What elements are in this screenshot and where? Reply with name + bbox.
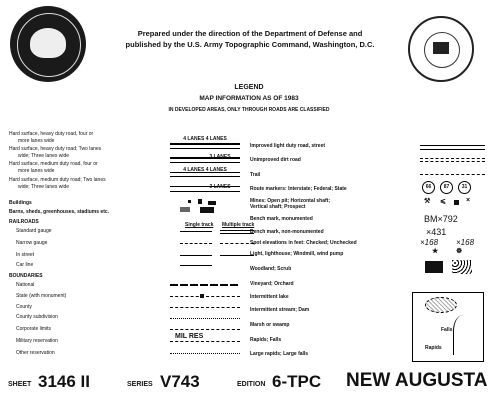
spot-elevation-checked: ×168 [420, 238, 439, 247]
building-symbol-2 [198, 199, 202, 204]
road-row-1-label2: more lanes wide [18, 138, 55, 144]
boundary-county-subdivision-label: County subdivision [16, 314, 58, 320]
boundary-other-symbol [170, 353, 240, 354]
sheet-label: SHEET [8, 381, 32, 388]
boundary-national-symbol [170, 284, 240, 286]
boundary-county-label: County [16, 304, 32, 310]
boundary-other-label: Other reservation [16, 350, 55, 356]
legend-row-bench-mark-non-monumented: Bench mark, non-monumented [250, 229, 324, 235]
legend-row-vineyard-orchard: Vineyard; Orchard [250, 281, 294, 287]
spot-elevation-unchecked: ×168 [456, 238, 475, 247]
road-symbol-3b [170, 176, 240, 177]
edition-label: EDITION [237, 381, 266, 388]
rail-narrow-multi [220, 243, 254, 244]
woodland-symbol [425, 261, 443, 273]
legend-row-intermittent-stream: Intermittent stream; Dam [250, 307, 310, 313]
water-feature-diagram [412, 292, 484, 362]
rail-narrow-single [180, 243, 212, 244]
road-row-4-label1: Hard surface, medium duty road; Two lanes [9, 177, 106, 183]
improved-road-symbol-b [420, 149, 485, 150]
boundary-county-symbol [170, 307, 240, 308]
dirt-road-symbol-b [420, 161, 485, 162]
state-marker-icon: 31 [458, 181, 471, 194]
legend-row-light-windmill: Light, lighthouse; Windmill, wind pump [250, 251, 344, 257]
publisher-line-2: published by the U.S. Army Topographic Command, Washington, D.C. [125, 40, 375, 49]
edition-value: 6-TPC [272, 372, 322, 391]
road-symbol-1b [170, 148, 240, 149]
buildings-label: Buildings [9, 200, 32, 206]
road-row-3-label2: more lanes wide [18, 168, 55, 174]
federal-marker-icon: 87 [440, 181, 453, 194]
legend-note: IN DEVELOPED AREAS, ONLY THROUGH ROADS ARE CLASSIFIED [168, 107, 330, 113]
map-name: NEW AUGUSTA [346, 370, 488, 391]
legend-row-woodland-scrub: Woodland; Scrub [250, 266, 292, 272]
road-sample-2: 3 LANES [209, 154, 231, 160]
interstate-marker-icon: 66 [422, 181, 435, 194]
legend-row-bench-mark-monumented: Bench mark, monumented [250, 216, 313, 222]
publisher-statement [100, 28, 400, 50]
rapids-label: Rapids [425, 345, 442, 351]
road-symbol-2b [170, 162, 240, 163]
legend-row-marsh: Marsh or swamp [250, 322, 290, 328]
rail-carline-label: Car line [16, 262, 34, 268]
castle-emblem [433, 42, 449, 54]
legend-row-mines-1: Mines: Open pit; Horizontal shaft; [250, 198, 330, 204]
horizontal-shaft-icon: ⩽ [440, 198, 446, 205]
bench-mark-monumented-value: BM×792 [424, 214, 458, 224]
boundary-state-label: State (with monument) [16, 293, 67, 299]
multiple-track-heading: Multiple track [222, 222, 255, 228]
rail-standard-multi-b [220, 233, 254, 234]
prospect-icon: × [466, 197, 471, 204]
legend-row-large-rapids: Large rapids; Large falls [250, 351, 309, 357]
rail-street-label: In street [16, 252, 35, 258]
road-row-2-label1: Hard surface, heavy duty road; Two lanes [9, 146, 102, 152]
boundary-military-symbol [170, 341, 240, 342]
rail-standard-label: Standard gauge [16, 228, 52, 234]
single-track-heading: Single track [185, 222, 214, 228]
army-topographic-command-seal [408, 16, 474, 82]
state-monument-symbol [200, 294, 204, 298]
road-row-4-label2: wide; Three lanes wide [18, 184, 70, 190]
legend-title: LEGEND [234, 84, 264, 91]
building-symbol-1 [188, 200, 191, 203]
stream-symbol [453, 315, 478, 355]
improved-road-symbol [420, 145, 485, 146]
series-value: V743 [160, 372, 200, 391]
boundary-corporate-label: Corporate limits [16, 326, 52, 332]
barns-label: Barns, sheds, greenhouses, stadiums etc. [9, 209, 110, 215]
bench-mark-non-monumented-value: ×431 [426, 227, 447, 237]
legend-row-mines-2: Vertical shaft; Prospect [250, 204, 306, 210]
eagle-emblem [30, 28, 66, 58]
lighthouse-icon: ★ [432, 248, 439, 255]
rail-street-single [180, 255, 212, 256]
rail-street-multi [220, 255, 254, 256]
boundary-county-subdivision-symbol [170, 318, 240, 319]
series-label: SERIES [127, 381, 153, 388]
scrub-symbol [452, 260, 472, 274]
building-symbol-3 [208, 201, 216, 205]
windmill-icon: ☸ [456, 248, 463, 255]
military-reservation-label: MIL RES [175, 333, 204, 340]
barn-symbol [180, 207, 190, 212]
boundary-national-label: National [16, 282, 35, 288]
rail-standard-single [180, 231, 212, 232]
falls-label: Falls [441, 327, 453, 333]
sheet-value: 3146 II [38, 372, 90, 391]
road-row-3-label1: Hard surface, medium duty road, four or [9, 161, 98, 167]
dirt-road-symbol [420, 158, 485, 159]
railroads-heading: RAILROADS [9, 219, 39, 225]
legend-row-unimproved-dirt-road: Unimproved dirt road [250, 157, 301, 163]
legend-row-route-markers: Route markers: Interstate; Federal; State [250, 186, 347, 192]
department-of-defense-seal [10, 6, 86, 82]
road-sample-3: 4 LANES 4 LANES [183, 167, 227, 173]
trail-symbol [420, 174, 485, 175]
intermittent-lake-symbol [425, 297, 457, 313]
rail-carline-single [180, 265, 212, 266]
stadium-symbol [200, 207, 214, 213]
boundaries-heading: BOUNDARIES [9, 273, 43, 279]
boundary-state-symbol [170, 296, 240, 297]
vertical-shaft-icon [454, 200, 459, 205]
boundary-corporate-symbol [170, 329, 240, 330]
legend-row-rapids-falls: Rapids; Falls [250, 337, 282, 343]
road-row-2-label2: wide; Three lanes wide [18, 153, 70, 159]
road-sample-4: 3 LANES [209, 184, 231, 190]
road-sample-1: 4 LANES 4 LANES [183, 136, 227, 142]
legend-row-intermittent-lake: Intermittent lake [250, 294, 289, 300]
road-symbol-1 [170, 143, 240, 145]
rail-standard-multi [220, 230, 254, 231]
legend-subtitle: MAP INFORMATION AS OF 1983 [199, 95, 299, 102]
legend-row-spot-elevations: Spot elevations in feet: Checked; Unchecked [250, 240, 357, 246]
legend-row-improved-light-duty: Improved light duty road, street [250, 143, 326, 149]
open-pit-mine-icon: ⚒ [424, 198, 431, 205]
boundary-military-label: Military reservation [16, 338, 58, 344]
publisher-line-1: Prepared under the direction of the Department of Defense and [137, 29, 363, 38]
road-row-1-label1: Hard surface, heavy duty road, four or [9, 131, 94, 137]
rail-narrow-label: Narrow gauge [16, 240, 48, 246]
legend-row-trail: Trail [250, 172, 261, 178]
road-symbol-4b [170, 191, 240, 192]
